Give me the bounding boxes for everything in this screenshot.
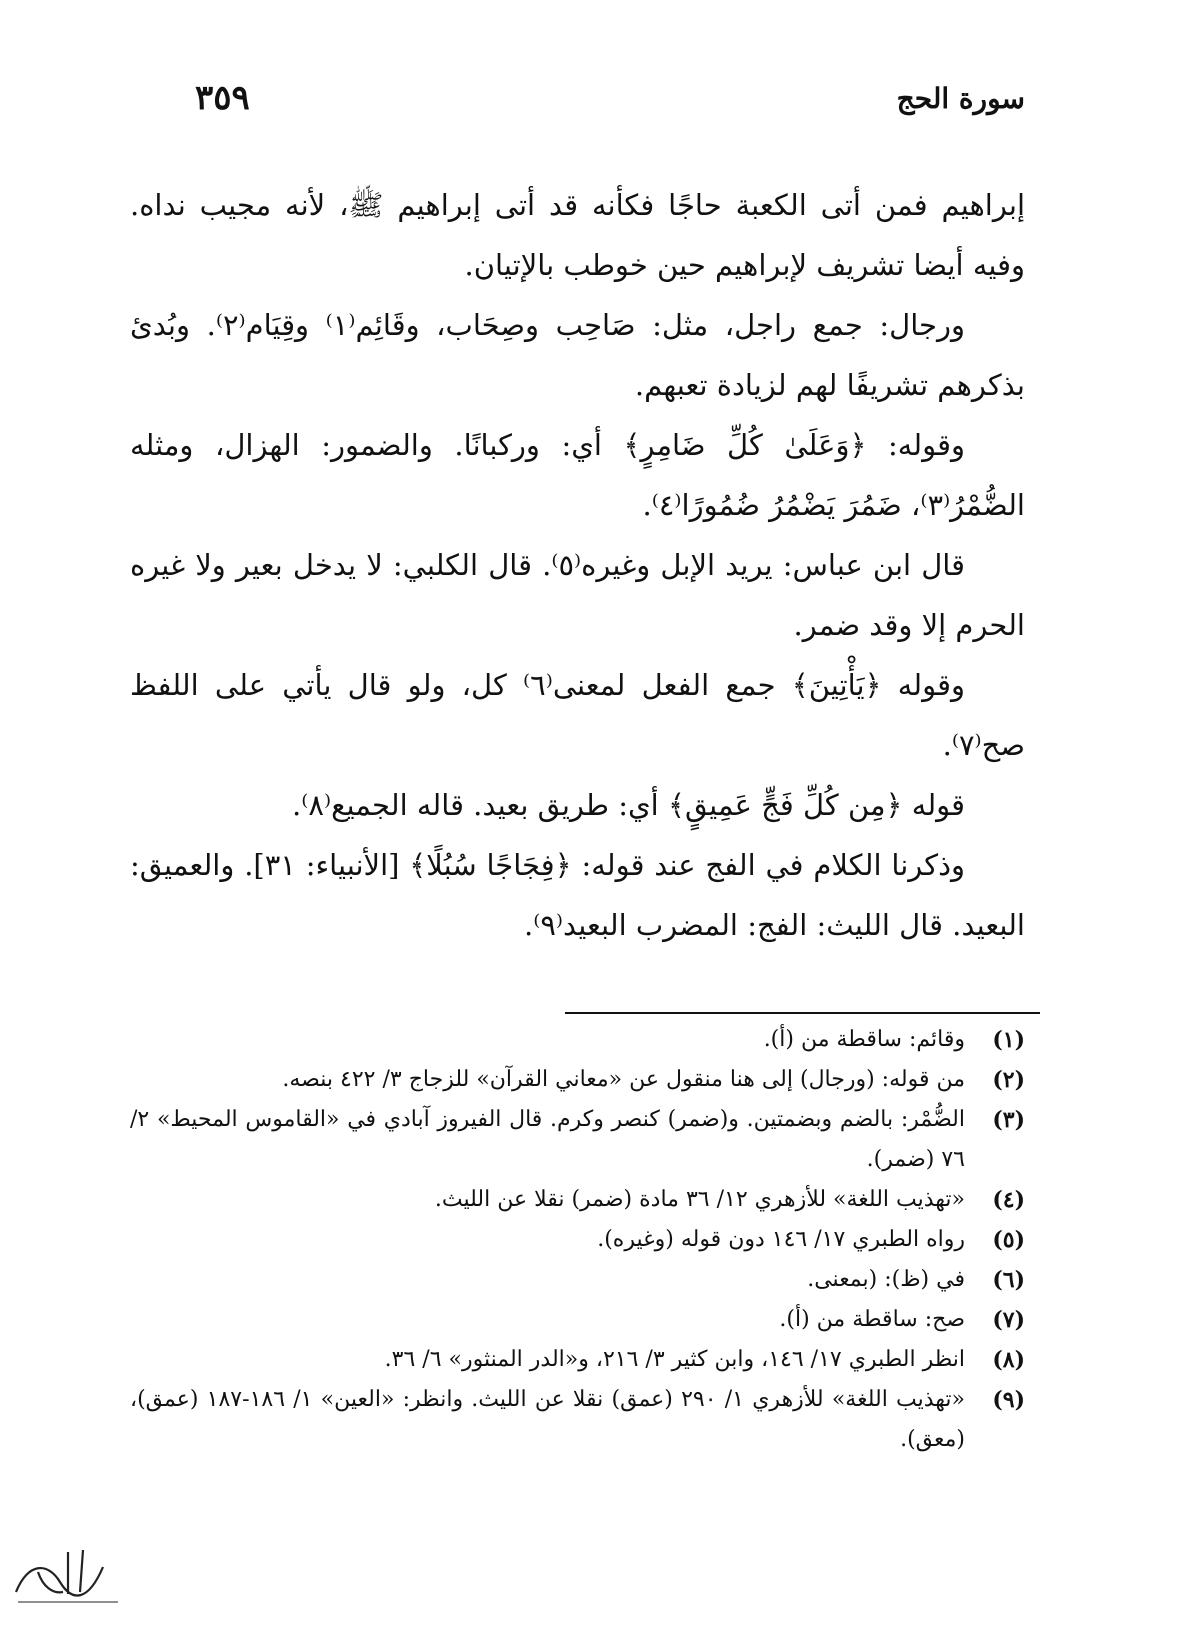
footnote-number: (٨) [992,1347,1025,1373]
main-text [130,175,1025,955]
paragraph: قال ابن عباس: يريد الإبل وغيره⁽٥⁾. قال الكلبي: لا يدخل بعير ولا غيره الحرم إلا وقد ضمر. [130,548,1025,642]
page-header [150,78,1025,128]
footnote-number: (٢) [992,1067,1025,1093]
library-logo-stamp [8,1532,128,1612]
footnote-item [130,1060,1025,1100]
paragraph: وقوله: ﴿وَعَلَىٰ كُلِّ ضَامِرٍ﴾ أي: وركبانًا. والضمور: الهزال، ومثله الضُّمْرُ⁽٣⁾، ضَمُرَ يَضْمُرُ ضُمُورًا⁽٤⁾. [130,428,1025,522]
footnote-text: انظر الطبري ١٧/ ١٤٦، وابن كثير ٣/ ٢١٦، و«الدر المنثور» ٦/ ٣٦. [384,1347,965,1372]
footnote-text: «تهذيب اللغة» للأزهري ١٢/ ٣٦ مادة (ضمر) نقلا عن الليث. [434,1187,965,1212]
footnote-number: (٥) [992,1227,1025,1253]
footnote-text: من قوله: (ورجال) إلى هنا منقول عن «معاني القرآن» للزجاج ٣/ ٤٢٢ بنصه. [282,1067,965,1092]
footnote-text: في (ظ): (بمعنى. [807,1267,965,1292]
footnote-text: الضُّمْر: بالضم وبضمتين. و(ضمر) كنصر وكرم. قال الفيروز آبادي في «القاموس المحيط» ٢/ ٧٦ (ضمر). [130,1107,965,1172]
footnote-item [130,1340,1025,1380]
surah-title: سورة الحج [896,82,1025,115]
footnote-divider [565,1012,1040,1014]
footnote-item [130,1180,1025,1220]
paragraph: إبراهيم فمن أتى الكعبة حاجًا فكأنه قد أتى إبراهيم ﷺ، لأنه مجيب نداه. وفيه أيضا تشريف لإبراهيم حين خوطب بالإتيان. [130,188,1025,282]
paragraph: وقوله ﴿يَأْتِينَ﴾ جمع الفعل لمعنى⁽٦⁾ كل، ولو قال يأتي على اللفظ صح⁽٧⁾. [130,668,1025,762]
footnote-item [130,1380,1025,1460]
footnote-text: «تهذيب اللغة» للأزهري ١/ ٢٩٠ (عمق) نقلا عن الليث. وانظر: «العين» ١/ ١٨٦-١٨٧ (عمق)، (معق). [130,1387,966,1452]
footnote-text: وقائم: ساقطة من (أ). [763,1027,965,1052]
footnote-text: صح: ساقطة من (أ). [779,1307,965,1332]
footnote-number: (١) [992,1027,1025,1053]
page-number: ٣٥٩ [195,78,250,118]
footnote-item [130,1260,1025,1300]
footnote-number: (٤) [992,1187,1025,1213]
paragraph: قوله ﴿مِن كُلِّ فَجٍّ عَمِيقٍ﴾ أي: طريق بعيد. قاله الجميع⁽٨⁾. [292,788,965,822]
paragraph: ورجال: جمع راجل، مثل: صَاحِب وصِحَاب، وقَائِم⁽١⁾ وقِيَام⁽٢⁾. وبُدئ بذكرهم تشريفًا لهم لزيادة تعبهم. [130,308,1025,402]
footnote-item [130,1300,1025,1340]
footnote-number: (٩) [992,1387,1025,1413]
footnote-item [130,1100,1025,1180]
footnote-item [130,1020,1025,1060]
footnote-item [130,1220,1025,1260]
footnote-text: رواه الطبري ١٧/ ١٤٦ دون قوله (وغيره). [597,1227,965,1252]
footnotes [130,1020,1025,1460]
footnote-number: (٧) [992,1307,1025,1333]
footnote-number: (٦) [992,1267,1025,1293]
paragraph: وذكرنا الكلام في الفج عند قوله: ﴿فِجَاجًا سُبُلًا﴾ [الأنبياء: ٣١]. والعميق: البعيد. قال الليث: الفج: المضرب البعيد⁽٩⁾. [130,848,1025,942]
footnote-number: (٣) [992,1107,1025,1133]
